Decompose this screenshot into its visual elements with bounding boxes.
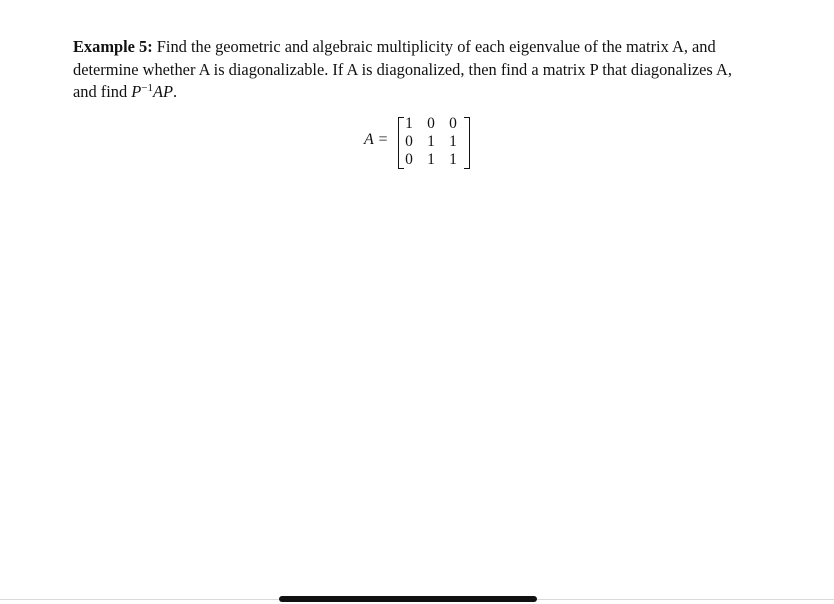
right-bracket: [464, 117, 470, 169]
matrix-cell: 1: [405, 115, 413, 132]
matrix-a: [398, 114, 470, 170]
problem-text-line2: determine whether A is diagonalizable. If A is diagonalized, then find a matrix P that diagonalizes A,: [73, 59, 732, 79]
matrix-cell: 1: [427, 151, 435, 168]
matrix-cell: 0: [405, 151, 413, 168]
inverse-tail: AP: [153, 82, 174, 101]
inverse-base: P: [131, 82, 142, 101]
matrix-cell: 0: [427, 115, 435, 132]
equation-lhs: A =: [364, 131, 389, 148]
matrix-cell: 1: [449, 151, 457, 168]
problem-text-line3: and find: [73, 82, 132, 101]
problem-text-line1: Find the geometric and algebraic multiplicity of each eigenvalue of the matrix A, and: [152, 37, 716, 56]
example-label: Example 5:: [73, 37, 153, 56]
matrix-cell: 0: [449, 115, 457, 132]
end-punctuation: .: [173, 82, 178, 101]
matrix-cell: 1: [427, 133, 435, 150]
matrix-cell: 1: [449, 133, 457, 150]
inverse-exponent: −1: [141, 82, 153, 94]
matrix-equation: [364, 114, 484, 170]
home-indicator[interactable]: [279, 596, 537, 602]
problem-statement: [73, 36, 773, 106]
matrix-cell: 0: [405, 133, 413, 150]
